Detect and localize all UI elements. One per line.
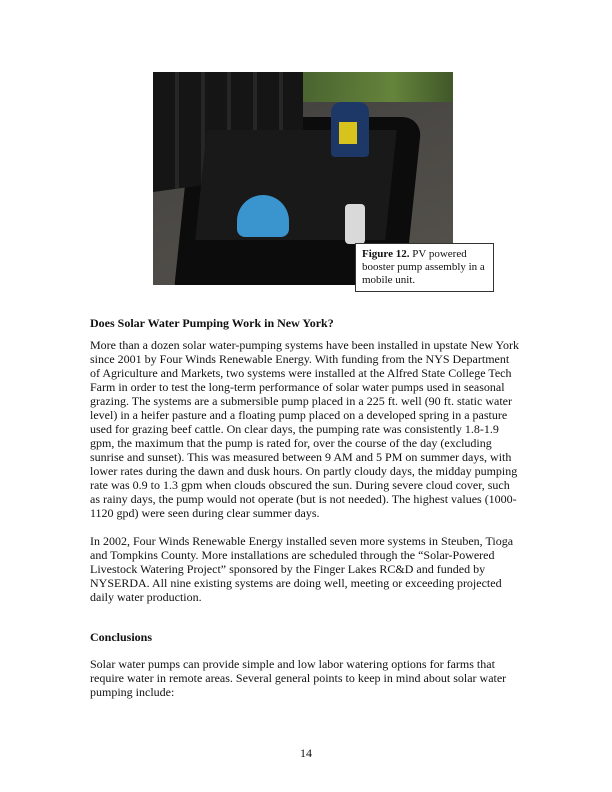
text-line: More than a dozen solar water-pumping systems have been installed in upstate New York [90, 338, 519, 352]
text-line: level) in a heifer pasture and a floating pump placed on a developed spring in a pasture [90, 408, 508, 422]
text-line: Solar water pumps can provide simple and low labor watering options for farms that [90, 657, 495, 671]
text-line: Livestock Watering Project” sponsored by the Finger Lakes RC&D and funded by [90, 562, 486, 576]
text-line: Farm in order to test the long-term performance of solar water pumps used in seasonal [90, 380, 505, 394]
caption-text: PV powered booster pump assembly in a mobile unit. [362, 248, 485, 286]
text-line: 1120 gpd) were seen during clear summer days. [90, 506, 320, 520]
text-line: of Agriculture and Markets, two systems were installed at the Alfred State College Tech [90, 366, 512, 380]
text-line: since 2001 by Four Winds Renewable Energy. With funding from the NYS Department [90, 352, 510, 366]
text-line: and Tompkins County. More installations are scheduled through the “Solar-Powered [90, 548, 495, 562]
text-line: as rainy days, the pump would not operate (but is not needed). The highest values (1000- [90, 492, 517, 506]
figure-caption [355, 243, 494, 292]
section-heading: Conclusions [90, 630, 153, 644]
text-line: lower rates during the dawn and dusk hours. On partly cloudy days, the midday pumping [90, 464, 518, 478]
section-heading: Does Solar Water Pumping Work in New York? [90, 316, 334, 330]
text-line: daily water production. [90, 590, 202, 604]
text-line: pumping include: [90, 685, 175, 699]
caption-label: Figure 12. [362, 248, 410, 260]
paragraph [90, 534, 550, 604]
text-line: grazing. The systems are a submersible pump placed in a 225 ft. well (90 ft. static water [90, 394, 512, 408]
text-line: gpm, the maximum that the pump is rated for, over the course of the day (excluding [90, 436, 492, 450]
photo-grass [303, 72, 453, 102]
photo-fitting [345, 204, 365, 244]
text-line: rate was 0.9 to 1.3 gpm when clouds obscured the sun. During severe cloud cover, such [90, 478, 510, 492]
text-line: used for grazing beef cattle. On clear days, the pumping rate was consistently 1.8-1.9 [90, 422, 499, 436]
photo-motor-label [339, 122, 357, 144]
text-line: sunrise and sunset). This was measured between 9 AM and 5 PM on summer days, with [90, 450, 512, 464]
body-text [90, 316, 550, 699]
page-number: 14 [300, 746, 312, 760]
paragraph [90, 338, 550, 520]
text-line: In 2002, Four Winds Renewable Energy installed seven more systems in Steuben, Tioga [90, 534, 514, 548]
text-line: NYSERDA. All nine existing systems are doing well, meeting or exceeding projected [90, 576, 502, 590]
paragraph [90, 657, 550, 699]
text-line: require water in remote areas. Several general points to keep in mind about solar water [90, 671, 507, 685]
